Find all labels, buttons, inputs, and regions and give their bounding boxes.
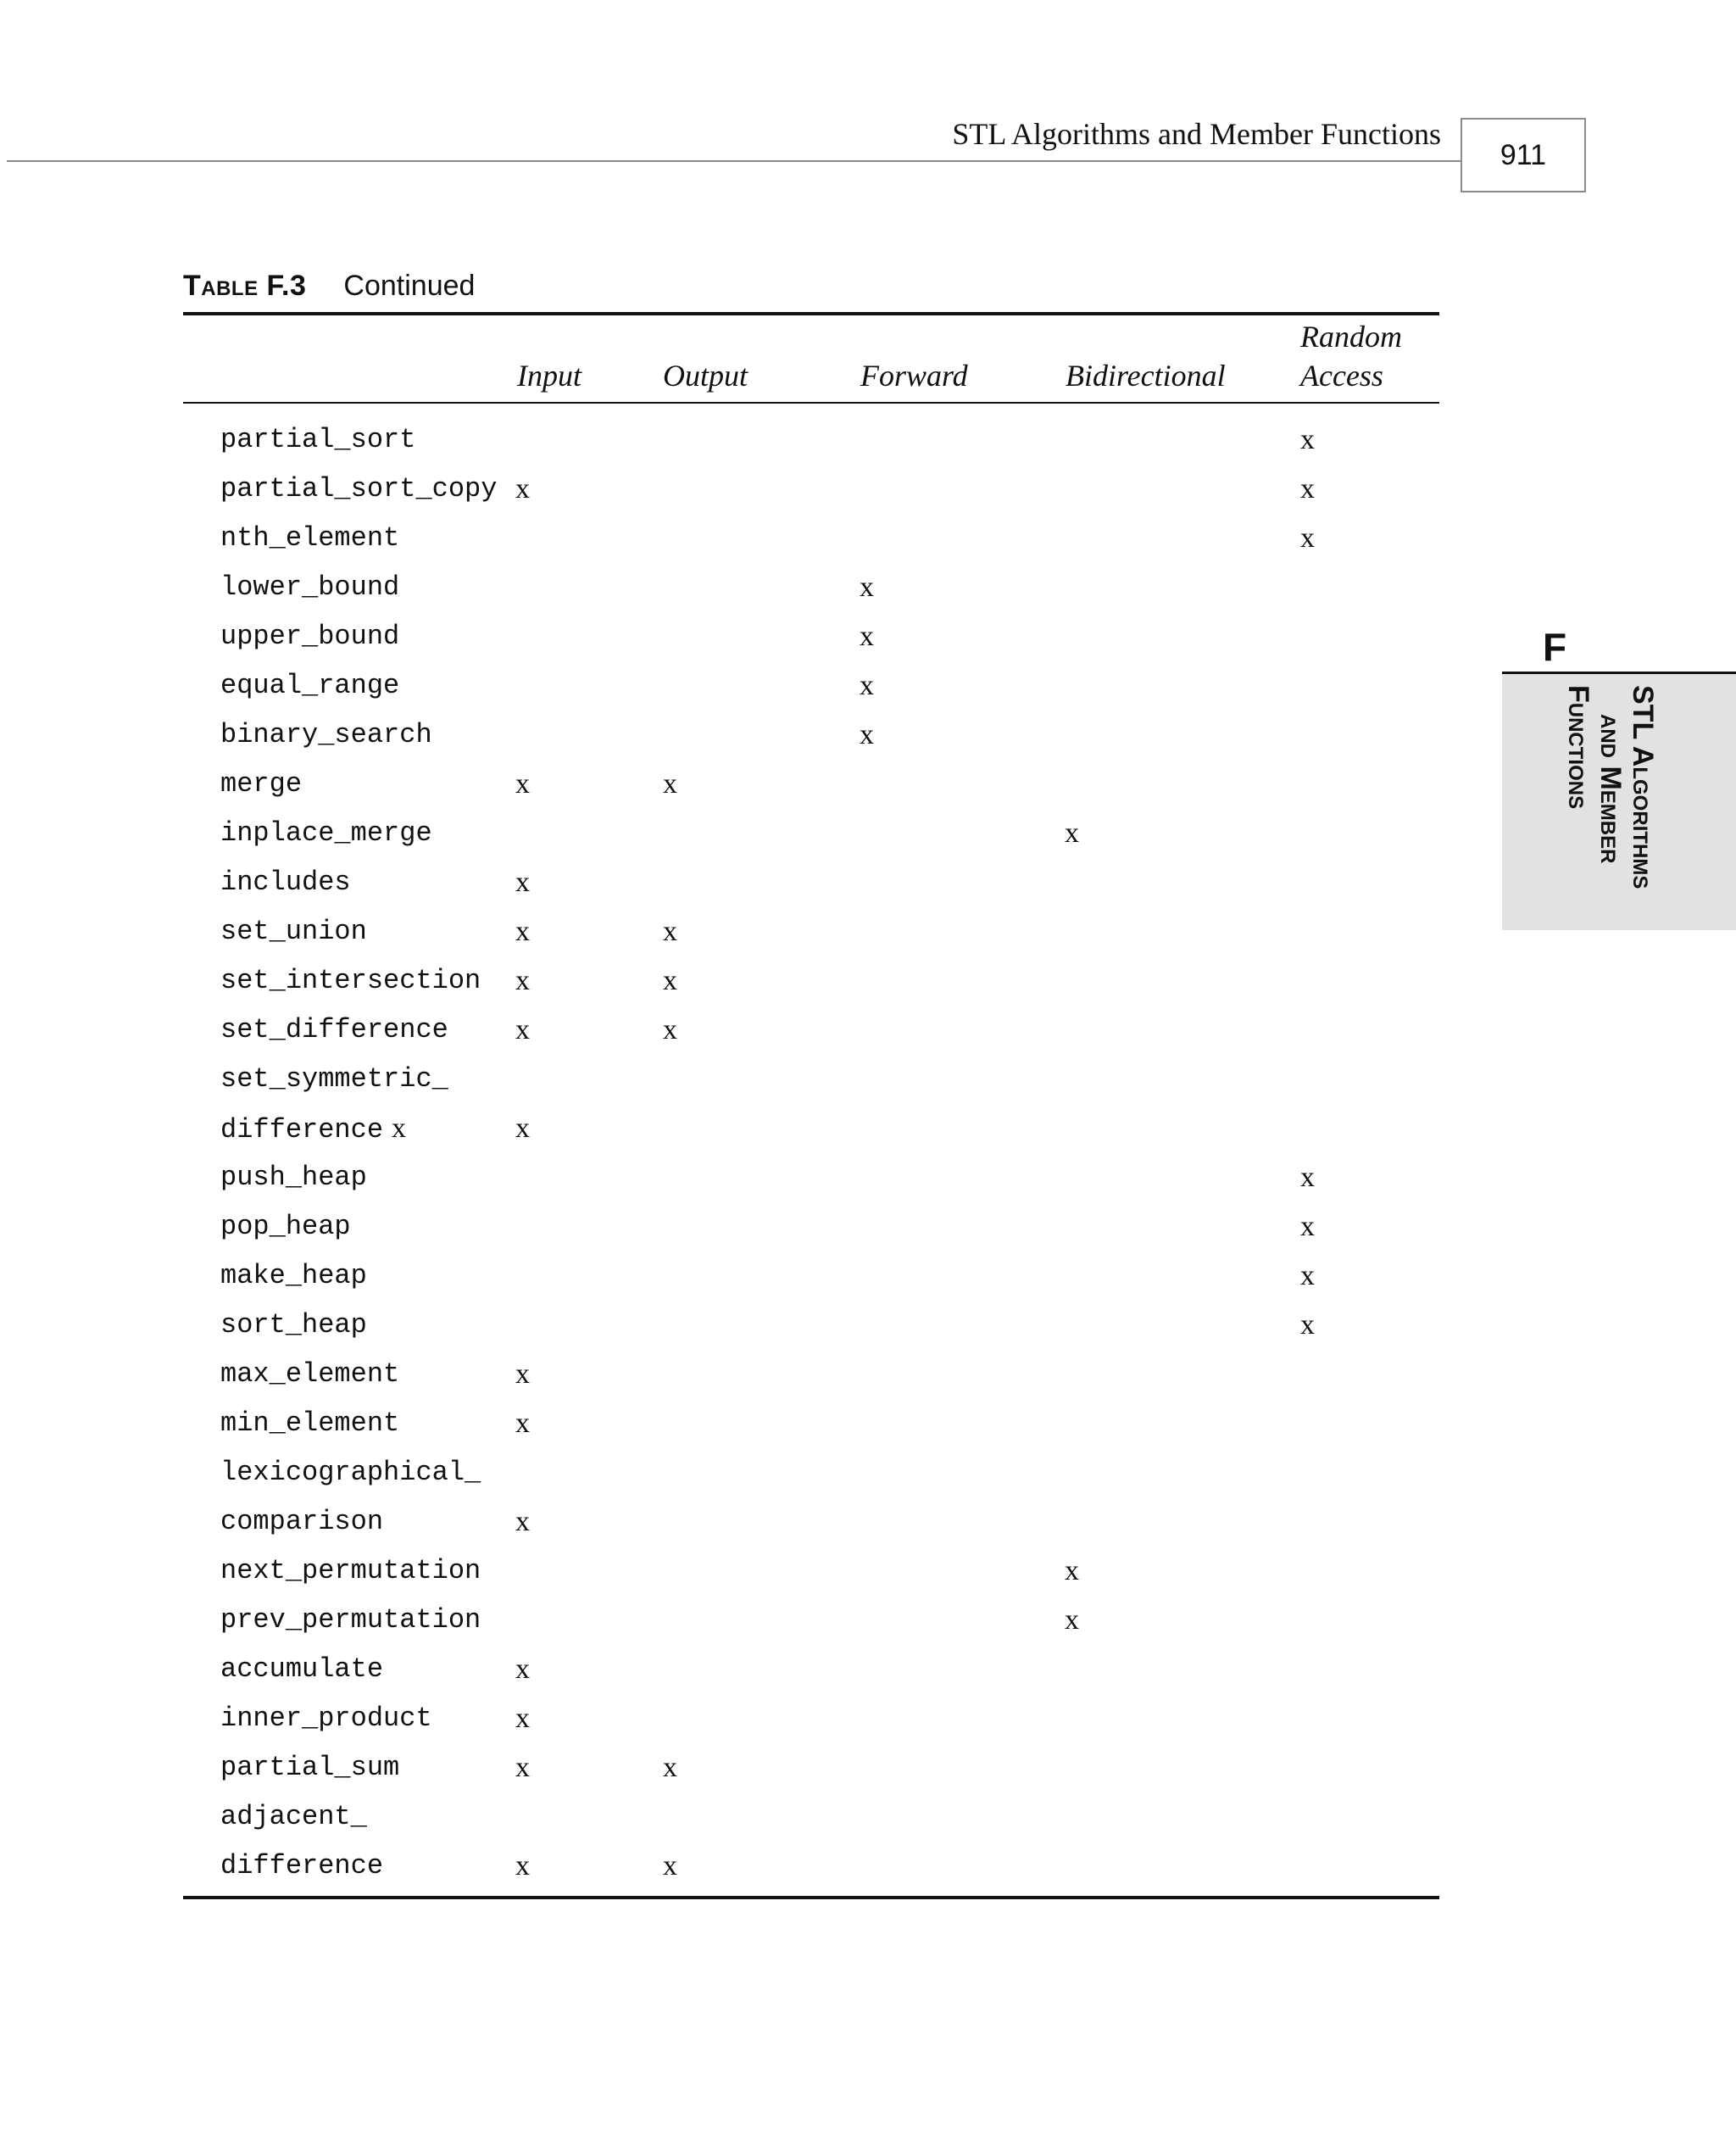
table-row: [183, 465, 1439, 514]
algorithm-name: [220, 809, 432, 858]
table-row: [183, 1301, 1439, 1350]
mark-input: x: [515, 1506, 530, 1537]
header-rule: [7, 160, 1461, 162]
mark-input: x: [515, 1014, 530, 1045]
side-tab-label: [1523, 685, 1659, 923]
page-number-text: 911: [1500, 138, 1547, 171]
algorithm-name-line: adjacent_: [220, 1801, 367, 1832]
algorithm-name: [220, 1743, 399, 1792]
iterator-table: [183, 312, 1439, 1899]
mark-input: x: [515, 1752, 530, 1783]
table-row: [183, 1743, 1439, 1792]
algorithm-name: [220, 1596, 481, 1645]
col-header-random-access: [1300, 317, 1402, 395]
running-title: STL Algorithms and Member Functions: [952, 117, 1441, 151]
mark-input: x: [515, 473, 530, 504]
table-caption: [183, 268, 475, 304]
algorithm-name-tail: x: [392, 1112, 407, 1144]
side-tab-line2: and Member: [1594, 714, 1627, 864]
algorithm-name: [220, 1301, 367, 1350]
mark-forward: x: [860, 670, 874, 701]
mark-input: x: [515, 1703, 530, 1734]
mark-output: x: [663, 916, 677, 947]
col-header-random-line2: Access: [1300, 359, 1383, 393]
algorithm-name-line: sort_heap: [220, 1309, 367, 1341]
mark-input: x: [515, 1850, 530, 1881]
algorithm-name: [220, 760, 302, 809]
mark-forward: x: [860, 719, 874, 750]
algorithm-name: [220, 1399, 399, 1448]
col-header-input: Input: [517, 359, 581, 393]
algorithm-name: [220, 1448, 481, 1547]
table-row: [183, 760, 1439, 809]
algorithm-name-line: binary_search: [220, 719, 432, 750]
algorithm-name: [220, 514, 399, 563]
page-number: [1461, 118, 1586, 192]
mark-input: x: [515, 1653, 530, 1685]
mark-output: x: [663, 1850, 677, 1881]
mark-random: x: [1300, 424, 1315, 455]
algorithm-name-line: min_element: [220, 1407, 400, 1439]
table-row: [183, 1006, 1439, 1055]
table-row: [183, 956, 1439, 1006]
algorithm-name: [220, 563, 399, 612]
algorithm-name: [220, 1055, 448, 1153]
mark-input: x: [515, 768, 530, 800]
mark-output: x: [663, 1752, 677, 1783]
mark-input: x: [515, 1358, 530, 1390]
algorithm-name-line: nth_element: [220, 522, 400, 554]
algorithm-name-line: set_symmetric_: [220, 1063, 448, 1095]
side-tab-line1: STL Algorithms: [1627, 685, 1659, 889]
algorithm-name: [220, 1792, 383, 1891]
algorithm-name: [220, 612, 399, 661]
algorithm-name: [220, 465, 497, 514]
table-row: [183, 907, 1439, 956]
mark-random: x: [1300, 522, 1315, 554]
algorithm-name-line: partial_sum: [220, 1752, 400, 1783]
side-tab-letter: F: [1543, 625, 1567, 669]
mark-bidirectional: x: [1065, 1555, 1079, 1586]
mark-random: x: [1300, 1260, 1315, 1291]
table-row: [183, 415, 1439, 465]
table-bottom-rule: [183, 1896, 1439, 1899]
col-header-random-line1: Random: [1300, 320, 1402, 354]
algorithm-name-line: difference: [220, 1114, 384, 1145]
algorithm-name-line: inplace_merge: [220, 817, 432, 849]
table-row: [183, 1792, 1439, 1891]
table-row: [183, 1153, 1439, 1202]
algorithm-name-line: merge: [220, 768, 303, 800]
algorithm-name-line: next_permutation: [220, 1555, 481, 1586]
mark-bidirectional: x: [1065, 1604, 1079, 1636]
mark-forward: x: [860, 571, 874, 603]
table-row: [183, 1547, 1439, 1596]
algorithm-name: [220, 858, 351, 907]
algorithm-name-line: partial_sort: [220, 424, 416, 455]
algorithm-name-line: comparison: [220, 1506, 384, 1537]
table-row: [183, 1055, 1439, 1153]
col-header-bidirectional: Bidirectional: [1066, 359, 1226, 393]
col-header-output: Output: [663, 359, 748, 393]
algorithm-name: [220, 1547, 481, 1596]
table-row: [183, 661, 1439, 711]
algorithm-name-line: set_union: [220, 916, 367, 947]
table-body: [183, 404, 1439, 1896]
mark-input: x: [515, 1112, 530, 1144]
algorithm-name-line: difference: [220, 1850, 384, 1881]
mark-bidirectional: x: [1065, 817, 1079, 849]
table-row: [183, 1694, 1439, 1743]
algorithm-name: [220, 1006, 448, 1055]
table-header: [183, 315, 1439, 402]
mark-forward: x: [860, 621, 874, 652]
mark-random: x: [1300, 1309, 1315, 1341]
table-row: [183, 1399, 1439, 1448]
algorithm-name: [220, 956, 481, 1006]
mark-random: x: [1300, 1211, 1315, 1242]
table-row: [183, 1202, 1439, 1251]
table-row: [183, 514, 1439, 563]
table-row: [183, 809, 1439, 858]
table-row: [183, 1448, 1439, 1547]
algorithm-name-line: lower_bound: [220, 571, 400, 603]
algorithm-name-line: inner_product: [220, 1703, 432, 1734]
algorithm-name: [220, 1202, 351, 1251]
algorithm-name: [220, 1251, 367, 1301]
mark-output: x: [663, 768, 677, 800]
table-row: [183, 612, 1439, 661]
col-header-forward: Forward: [860, 359, 968, 393]
table-row: [183, 858, 1439, 907]
algorithm-name-line: upper_bound: [220, 621, 400, 652]
mark-random: x: [1300, 473, 1315, 504]
mark-input: x: [515, 965, 530, 996]
algorithm-name-line: set_difference: [220, 1014, 448, 1045]
algorithm-name: [220, 1645, 383, 1694]
table-row: [183, 1251, 1439, 1301]
algorithm-name: [220, 415, 415, 465]
table-row: [183, 1645, 1439, 1694]
algorithm-name: [220, 1350, 399, 1399]
mark-random: x: [1300, 1162, 1315, 1193]
table-row: [183, 563, 1439, 612]
algorithm-name-line: equal_range: [220, 670, 400, 701]
algorithm-name-line: push_heap: [220, 1162, 367, 1193]
algorithm-name-line: make_heap: [220, 1260, 367, 1291]
algorithm-name: [220, 711, 432, 760]
mark-input: x: [515, 916, 530, 947]
table-caption-text: Continued: [343, 270, 476, 302]
algorithm-name-line: set_intersection: [220, 965, 481, 996]
algorithm-name: [220, 1153, 367, 1202]
table-row: [183, 1596, 1439, 1645]
algorithm-name: [220, 1694, 432, 1743]
mark-input: x: [515, 1407, 530, 1439]
mark-output: x: [663, 1014, 677, 1045]
algorithm-name-line: lexicographical_: [220, 1457, 481, 1488]
algorithm-name-line: accumulate: [220, 1653, 384, 1685]
algorithm-name-line: prev_permutation: [220, 1604, 481, 1636]
algorithm-name-line: pop_heap: [220, 1211, 351, 1242]
algorithm-name-line: includes: [220, 867, 351, 898]
algorithm-name-line: partial_sort_copy: [220, 473, 498, 504]
table-row: [183, 711, 1439, 760]
side-tab-line3: Functions: [1562, 685, 1594, 810]
table-caption-label: Table F.3: [183, 270, 307, 302]
table-row: [183, 1350, 1439, 1399]
algorithm-name: [220, 661, 399, 711]
algorithm-name-line: max_element: [220, 1358, 400, 1390]
mark-output: x: [663, 965, 677, 996]
algorithm-name: [220, 907, 367, 956]
mark-input: x: [515, 867, 530, 898]
